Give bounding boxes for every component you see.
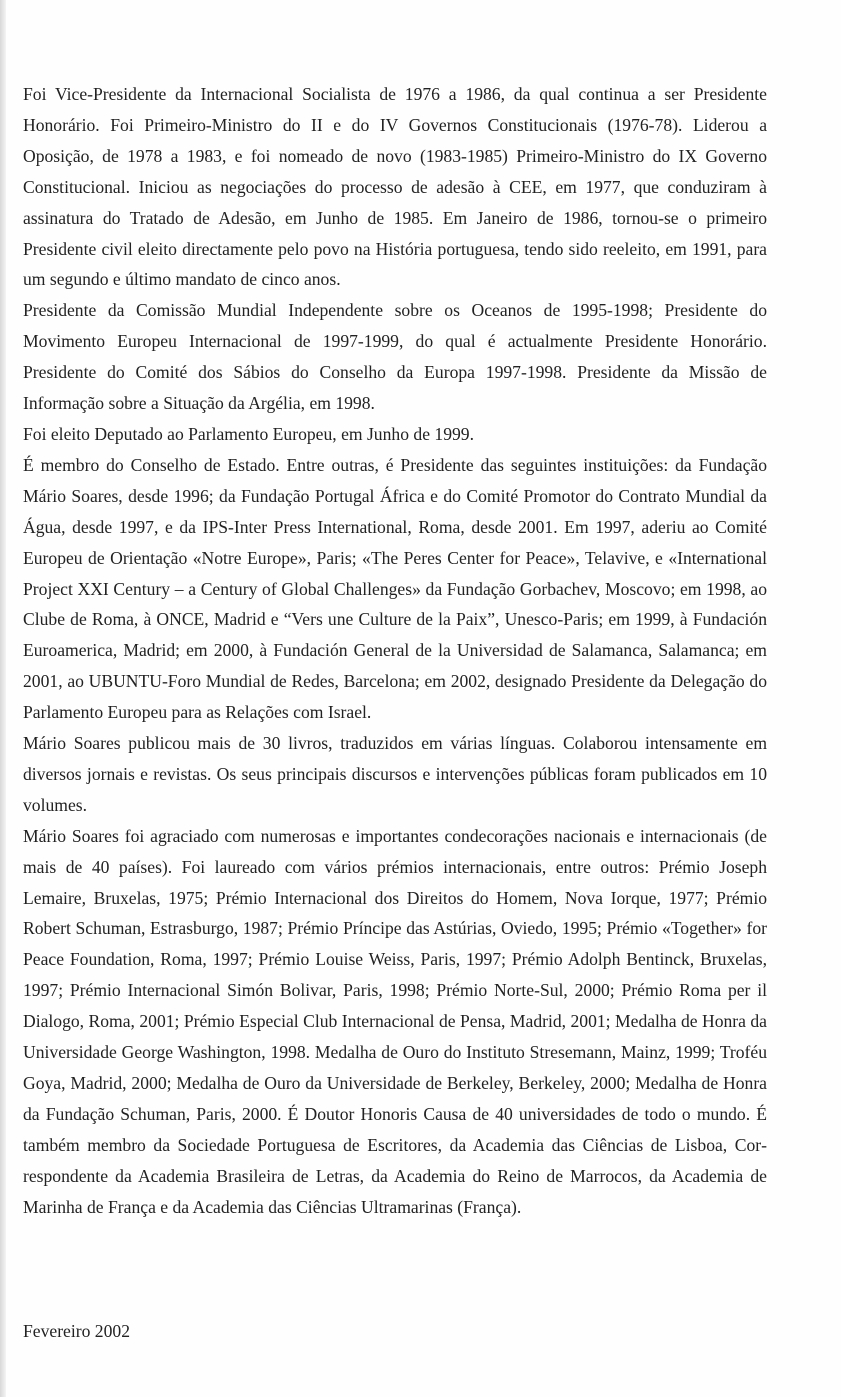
biography-text: [23, 79, 767, 1223]
document-date: Fevereiro 2002: [23, 1321, 130, 1341]
paragraph-career: Foi Vice-Presidente da Internacional Socialista de 1976 a 1986, da qual continua a ser Presidente Honorário. Foi Primeiro-Ministro do II e do IV Governos Constitucionais (1976-78). Liderou a Oposição, de 1978 a 1983, e foi nomeado de novo (1983-1985) Primeiro-Ministro do IX Governo Constitucional. Iniciou as negociações do processo de adesão à CEE, em 1977, que conduziram à assinatura do Tratado de Adesão, em Junho de 1985. Em Janeiro de 1986, tornou-se o primeiro Presidente civil eleito directamente pelo povo na História portuguesa, tendo sido reeleito, em 1991, para um segundo e último mandato de cinco anos.: [23, 84, 767, 290]
paragraph-publications: Mário Soares publicou mais de 30 livros, traduzidos em várias línguas. Colaborou intensamente em diversos jornais e revistas. Os seus principais discursos e intervenções públicas foram publicados em 10 volumes.: [23, 733, 767, 815]
paragraph-honours: Mário Soares foi agraciado com numerosas e importantes condecorações nacionais e internacionais (de mais de 40 países). Foi laureado com vários prémios internacionais, entre outros: Prémio Joseph Lemaire, Bruxelas, 1975; Prémio Internacional dos Direitos do Homem, Nova Iorque, 1977; Prémio Robert Schuman, Estrasburgo, 1987; Prémio Príncipe das Astúrias, Oviedo, 1995; Prémio «Together» for Peace Foundation, Roma, 1997; Prémio Louise Weiss, Paris, 1997; Prémio Adolph Bentinck, Bruxelas, 1997; Prémio Internacional Simón Bolivar, Paris, 1998; Prémio Norte-Sul, 2000; Prémio Roma per il Dialogo, Roma, 2001; Prémio Especial Club Internacional de Pensa, Madrid, 2001; Medalha de Honra da Universidade George Washington, 1998. Medalha de Ouro do Instituto Stresemann, Mainz, 1999; Troféu Goya, Madrid, 2000; Medalha de Ouro da Universidade de Berkeley, Berkeley, 2000; Medalha de Honra da Fundação Schuman, Paris, 2000. É Doutor Honoris Causa de 40 universidades de todo o mundo. É também membro da Sociedade Portuguesa de Escritores, da Academia das Ciências de Lisboa, Correspondente da Academia Brasileira de Letras, da Academia do Reino de Marrocos, da Academia de Marinha de França e da Academia das Ciências Ultramarinas (França).: [23, 825, 767, 1217]
paragraph-institutions: É membro do Conselho de Estado. Entre outras, é Presidente das seguintes instituições: da Fundação Mário Soares, desde 1996; da Fundação Portugal África e do Comité Promotor do Contrato Mundial da Água, desde 1997, e da IPS-Inter Press International, Roma, desde 2001. Em 1997, aderiu ao Comité Europeu de Orientação «Notre Europe», Paris; «The Peres Center for Peace», Telavive, e «International Project XXI Century – a Century of Global Challenges» da Fundação Gorbachev, Moscovo; em 1998, ao Clube de Roma, à ONCE, Madrid e “Vers une Culture de la Paix”, Unesco-Paris; em 1999, à Fundación Euroamerica, Madrid; em 2000, à Fundación General de la Universidad de Salamanca, Salamanca; em 2001, ao UBUNTU-Foro Mundial de Redes, Barcelona; em 2002, designado Presidente da Delegação do Parlamento Europeu para as Relações com Israel.: [23, 454, 767, 723]
page-binding-edge: [0, 0, 6, 1397]
paragraph-international-roles: Presidente da Comissão Mundial Independente sobre os Oceanos de 1995-1998; Presidente do Movimento Europeu Internacional de 1997-1999, do qual é actualmente Presidente Honorário. Presidente do Comité dos Sábios do Conselho da Europa 1997-1998. Presidente da Missão de Informação sobre a Situação da Argélia, em 1998.: [23, 300, 767, 414]
paragraph-european-parliament: Foi eleito Deputado ao Parlamento Europeu, em Junho de 1999.: [23, 423, 474, 444]
